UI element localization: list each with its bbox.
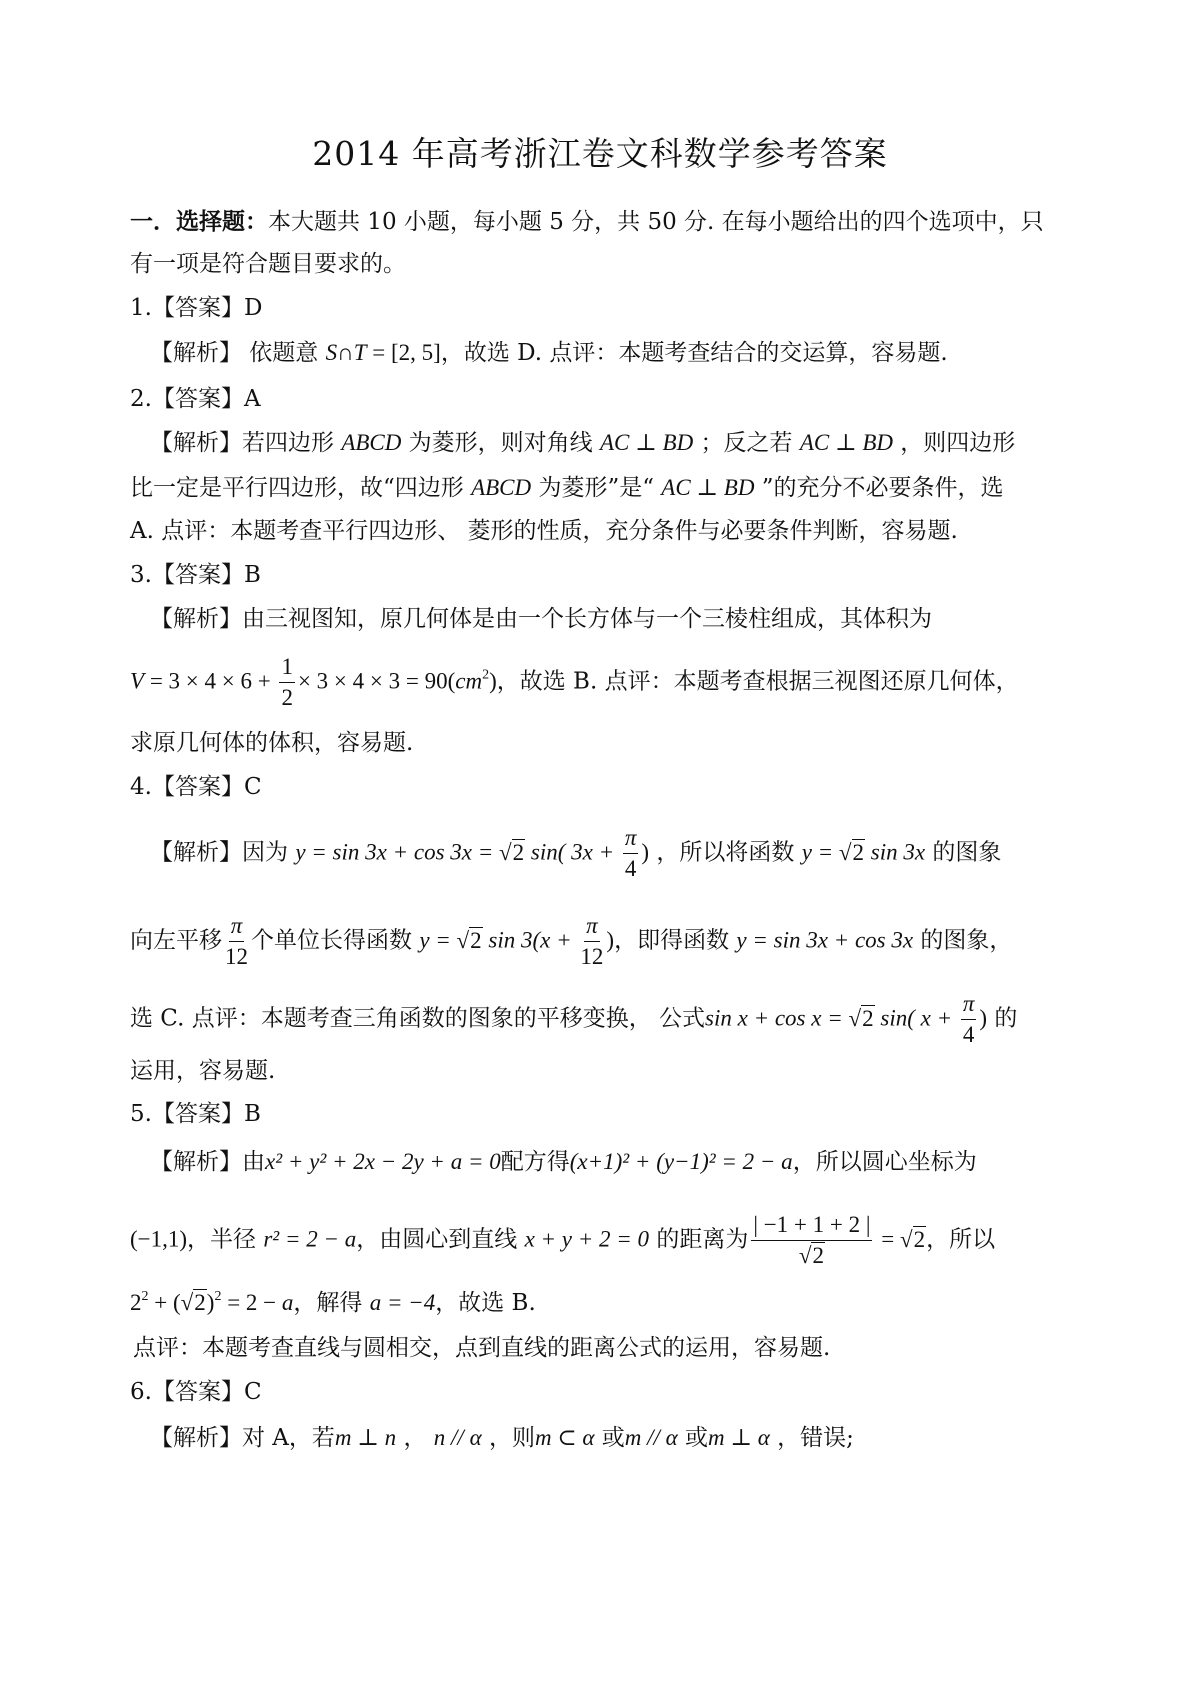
q4-text: 的图象，	[913, 927, 1013, 954]
q2-ac-perp-bd: AC ⊥ BD	[600, 430, 694, 455]
q2-analysis-line-2	[130, 476, 1004, 500]
q5-text: 的距离为	[649, 1226, 749, 1253]
q1-number: 1.	[130, 295, 152, 321]
q5-analysis-line-1	[150, 1150, 977, 1174]
q4-equation: y =	[801, 839, 839, 865]
q4-text: 的图象	[925, 839, 1002, 866]
q3-fraction	[279, 655, 295, 710]
answer-tag: 【答案】	[151, 1379, 244, 1405]
sqrt-symbol: √2	[456, 927, 482, 953]
q3-fraction-numerator: 1	[279, 655, 295, 683]
analysis-tag: 【解析】	[150, 430, 242, 456]
sqrt-radicand: 2	[812, 1243, 824, 1269]
q5-equation: x² + y² + 2x − 2y + a = 0	[265, 1149, 501, 1174]
sqrt-radicand: 2	[862, 1005, 874, 1031]
q4-fraction-numerator: π	[623, 826, 639, 854]
q4-text: ，所以将函数	[649, 839, 802, 866]
sqrt-radicand: 2	[512, 839, 525, 865]
q6-answer-line	[130, 1381, 262, 1404]
q2-abcd: ABCD	[341, 430, 402, 455]
q3-unit: cm	[455, 668, 483, 694]
sqrt-symbol: √2	[798, 1243, 824, 1269]
q4-equation: )	[641, 839, 650, 865]
q6-expression: m ⊥ n	[334, 1425, 397, 1450]
sqrt-symbol: √2	[899, 1226, 926, 1252]
q2-text: ；反之若	[693, 430, 800, 456]
q4-fraction-denominator: 4	[624, 856, 637, 882]
sqrt-radicand: 2	[470, 927, 482, 953]
q4-text: 选 C. 点评：本题考查三角函数的图象的平移变换， 公式	[130, 1005, 706, 1032]
q6-analysis-line-1	[150, 1426, 854, 1450]
q5-equation: (x+1)² + (y−1)² = 2 − a	[569, 1149, 793, 1174]
q3-analysis-line-3: 求原几何体的体积，容易题.	[130, 730, 414, 756]
answer-tag: 【答案】	[151, 774, 244, 800]
q4-fraction-numerator: π	[584, 914, 600, 942]
q4-fraction-numerator: π	[229, 914, 245, 942]
q4-fraction	[225, 914, 248, 969]
q5-equation: )	[206, 1290, 215, 1315]
q3-volume-formula-line	[130, 655, 1019, 710]
q6-text: 对 A，若	[242, 1425, 335, 1451]
q4-equation: sin 3x	[865, 839, 926, 865]
answer-tag: 【答案】	[151, 562, 244, 588]
q2-answer-line	[130, 388, 261, 411]
q5-equation: x + y + 2 = 0	[524, 1226, 650, 1252]
q5-comment-line: 点评：本题考查直线与圆相交，点到直线的距离公式的运用，容易题.	[133, 1335, 831, 1361]
q5-text: ，所以	[926, 1226, 996, 1253]
q6-text: 或	[594, 1425, 625, 1451]
q5-equation: = 2 −	[221, 1290, 282, 1315]
sqrt-radicand: 2	[852, 839, 865, 865]
q4-text: 的	[987, 1005, 1018, 1032]
q2-abcd: ABCD	[471, 475, 532, 500]
q4-equation: )	[979, 1005, 988, 1031]
q4-answer: C	[243, 774, 262, 800]
q4-equation: sin( 3x +	[525, 839, 620, 865]
q2-number: 2.	[130, 386, 152, 412]
q6-number: 6.	[130, 1379, 152, 1405]
q5-distance-fraction	[751, 1213, 872, 1268]
q5-variable: a	[281, 1290, 294, 1315]
q3-number: 3.	[130, 562, 152, 588]
q2-text: 为菱形，则对角线	[401, 430, 600, 456]
q5-center: (−1,1)	[130, 1226, 188, 1252]
q4-fraction	[961, 992, 977, 1047]
q5-text: ，所以圆心坐标为	[792, 1149, 977, 1175]
sqrt-symbol: √2	[848, 1005, 874, 1031]
q3-answer: B	[243, 562, 261, 588]
q5-text: 由	[242, 1149, 265, 1175]
q5-answer-line	[130, 1103, 261, 1126]
exponent: 2	[141, 1289, 149, 1304]
q3-text: 由三视图知，原几何体是由一个长方体与一个三棱柱组成，其体积为	[242, 606, 932, 632]
q5-text: ，由圆心到直线	[356, 1226, 525, 1253]
analysis-tag: 【解析】	[150, 340, 242, 366]
q4-analysis-line-3	[130, 992, 1017, 1047]
q6-expression: m ⊥ α	[708, 1425, 770, 1450]
analysis-tag: 【解析】	[150, 1149, 242, 1175]
q2-analysis-line-3: A. 点评：本题考查平行四边形、 菱形的性质，充分条件与必要条件判断，容易题.	[130, 518, 958, 544]
sqrt-symbol: √2	[499, 839, 525, 865]
q5-text: ，解得	[293, 1290, 370, 1316]
q4-text: ，即得函数	[614, 927, 737, 954]
q4-equation: y = sin 3x + cos 3x	[736, 927, 914, 953]
q4-answer-line	[130, 776, 262, 799]
q1-expression: S∩T	[325, 340, 367, 365]
q5-fraction-numerator: | −1 + 1 + 2 |	[751, 1213, 872, 1241]
q5-analysis-line-3	[130, 1290, 536, 1315]
answer-tag: 【答案】	[151, 1101, 244, 1127]
q4-fraction-numerator: π	[961, 992, 977, 1020]
q5-equation: a = −4	[369, 1290, 436, 1315]
q4-equation: y = sin 3x + cos 3x =	[295, 839, 499, 865]
q6-expression: m ⊂ α	[534, 1425, 595, 1450]
sqrt-radicand: 2	[913, 1226, 926, 1252]
section-heading: 一．选择题：	[130, 208, 268, 235]
q4-analysis-line-2	[130, 914, 1012, 969]
q6-expression: m // α	[624, 1425, 678, 1450]
equals-sign: =	[875, 1226, 900, 1252]
q4-fraction	[580, 914, 603, 969]
q4-analysis-line-1	[150, 826, 1001, 881]
q2-text: 比一定是平行四边形，故“四边形	[130, 475, 472, 501]
q4-analysis-line-4: 运用，容易题.	[130, 1058, 276, 1084]
analysis-tag: 【解析】	[150, 1425, 242, 1451]
q3-formula: )	[489, 668, 497, 694]
q4-text: 个单位长得函数	[251, 927, 420, 954]
section-intro-text-1: 本大题共 10 小题，每小题 5 分，共 50 分. 在每小题给出的四个选项中，只	[268, 209, 1044, 235]
sqrt-radicand: 2	[194, 1290, 206, 1315]
q2-text: 为菱形”是“	[531, 475, 662, 501]
analysis-tag: 【解析】	[150, 839, 242, 866]
sqrt-symbol: √2	[180, 1290, 206, 1315]
q2-answer: A	[243, 386, 261, 412]
q4-fraction	[623, 826, 639, 881]
q6-text: 或	[677, 1425, 709, 1451]
section-intro-line-1	[130, 210, 1044, 234]
q3-v: V	[130, 668, 145, 694]
q1-answer: D	[243, 295, 263, 321]
answer-tag: 【答案】	[151, 386, 244, 412]
q2-analysis-line-1	[150, 431, 1015, 455]
q5-fraction-denominator	[799, 1241, 825, 1268]
q6-text: ，错误;	[769, 1425, 854, 1451]
q4-equation: sin 3(x +	[482, 927, 578, 953]
q5-text: ，半径	[187, 1226, 264, 1253]
q4-equation: sin( x +	[874, 1005, 958, 1031]
q4-fraction-denominator: 12	[580, 944, 604, 970]
analysis-tag: 【解析】	[150, 606, 242, 632]
q4-text: 因为	[242, 839, 296, 866]
q2-text: ，则四边形	[893, 430, 1016, 456]
sqrt-symbol: √2	[838, 839, 865, 865]
q4-equation: sin x + cos x =	[705, 1005, 849, 1031]
q6-text: ，则	[481, 1425, 535, 1451]
q3-fraction-denominator: 2	[281, 685, 293, 711]
q1-analysis-line	[150, 341, 948, 365]
q2-text: ”的充分不必要条件，选	[754, 475, 1004, 501]
q5-text: ，故选 B.	[435, 1290, 536, 1316]
q5-equation: + (	[148, 1290, 181, 1315]
q5-text: 配方得	[500, 1149, 570, 1175]
answer-tag: 【答案】	[151, 295, 244, 321]
q4-equation: y =	[419, 927, 457, 953]
q1-answer-line	[130, 297, 262, 320]
q1-expression-value: = [2, 5]	[366, 340, 441, 365]
q5-number: 5.	[130, 1101, 152, 1127]
page-title: 2014 年高考浙江卷文科数学参考答案	[312, 134, 888, 173]
q5-equation: r² = 2 − a	[263, 1226, 357, 1252]
q3-answer-line	[130, 564, 261, 587]
q1-text-a: 依题意	[242, 340, 326, 366]
q4-number: 4.	[130, 774, 152, 800]
q3-analysis-line-1	[150, 608, 932, 631]
q3-text: ，故选 B. 点评：本题考查根据三视图还原几何体，	[496, 668, 1019, 695]
q1-text-b: ，故选 D. 点评：本题考查结合的交运算，容易题.	[440, 340, 948, 366]
q5-equation: 2	[130, 1290, 142, 1315]
section-intro-line-2: 有一项是符合题目要求的。	[130, 251, 406, 277]
q6-expression: n // α	[433, 1425, 482, 1450]
q2-ac-perp-bd: AC ⊥ BD	[799, 430, 893, 455]
q6-answer: C	[243, 1379, 262, 1405]
q2-text: 若四边形	[242, 430, 342, 456]
q3-formula: × 3 × 4 × 3 = 90(	[297, 668, 456, 694]
q4-equation: )	[606, 927, 615, 953]
q6-text: ，	[396, 1425, 434, 1451]
q4-fraction-denominator: 4	[962, 1022, 975, 1048]
q5-analysis-line-2	[130, 1213, 995, 1268]
q4-fraction-denominator: 12	[225, 944, 248, 970]
q3-formula: = 3 × 4 × 6 +	[144, 668, 277, 694]
exponent: 2	[214, 1289, 222, 1304]
q2-ac-perp-bd: AC ⊥ BD	[661, 475, 755, 500]
q3-exponent: 2	[482, 667, 490, 683]
q5-answer: B	[243, 1101, 261, 1127]
q4-text: 向左平移	[130, 927, 222, 954]
